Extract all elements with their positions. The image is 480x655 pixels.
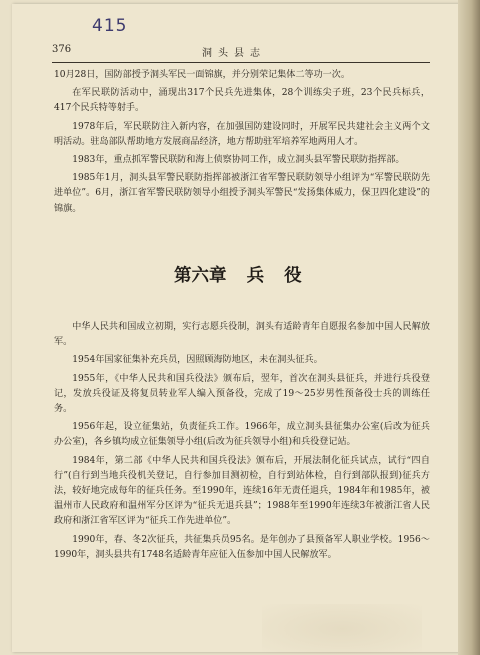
running-header (52, 44, 430, 62)
paragraph: 1990年，春、冬2次征兵，共征集兵员95名。是年创办了县预备军人职业学校。1956～1990年，洞头县共有1748名适龄青年应征入伍参加中国人民解放军。 (54, 534, 430, 560)
paragraph: 中华人民共和国成立初期，实行志愿兵役制，洞头有适龄青年自愿报名参加中国人民解放军。 (54, 322, 430, 348)
section-militia-joint-defense (54, 68, 430, 220)
paragraph: 1985年1月，洞头县军警民联防指挥部被浙江省军警民联防领导小组评为“军警民联防先进单位”。6月，浙江省军警民联防领导小组授予洞头军警民“发扬集体威力，保卫四化建设”的锦旗。 (54, 173, 430, 214)
page-number: 376 (52, 44, 72, 55)
book-spine (458, 0, 480, 655)
paragraph: 在军民联防活动中，涌现出317个民兵先进集体，28个训练尖子班，23个民兵标兵，417个民兵特等射手。 (54, 88, 430, 114)
running-title: 洞头县志 (202, 48, 266, 59)
paragraph: 10月28日，国防部授予洞头军民一面锦旗，并分别荣记集体二等功一次。 (54, 70, 350, 80)
handwritten-number: 415 (92, 16, 128, 36)
book-page (12, 4, 460, 652)
paragraph: 1984年，第二部《中华人民共和国兵役法》颁布后，开展法制化征兵试点，试行“四自行”(自行到当地兵役机关登记，自行参加目测初检，自行到站体检，自行到部队报到)征兵方法，较好地完成每年的征兵任务。至1990年，连续16年无责任退兵，1984年和1985年，被温州市人民政府和温州军分区评为“征兵无退兵县”；1988年至1990年连续3年被浙江省人民政府和浙江省军区评为“征兵工作先进单位”。 (54, 455, 430, 527)
paragraph: 1978年后，军民联防注入新内容，在加强国防建设同时，开展军民共建社会主义两个文明活动。驻岛部队帮助地方发展商品经济，地方帮助驻军培养军地两用人才。 (54, 121, 430, 147)
paragraph: 1954年国家征集补充兵员，因照顾海防地区，未在洞头征兵。 (72, 355, 323, 366)
paragraph: 1956年起，设立征集站，负责征兵工作。1966年，成立洞头县征集办公室(后改为征兵办公室)，各乡镇均成立征集领导小组(后改为征兵领导小组)和兵役登记站。 (54, 422, 430, 448)
header-rule (52, 62, 430, 63)
chapter-title: 第六章 兵 役 (174, 266, 302, 286)
paragraph: 1983年，重点抓军警民联防和海上侦察协同工作，成立洞头县军警民联防指挥部。 (72, 155, 405, 166)
section-military-service (54, 320, 430, 566)
paragraph: 1955年，《中华人民共和国兵役法》颁布后，翌年，首次在洞头县征兵，并进行兵役登记，发放兵役证及将复员转业军人编入预备役，完成了19～25岁男性预备役士兵的训练任务。 (54, 373, 430, 415)
paper-stain (262, 604, 422, 654)
